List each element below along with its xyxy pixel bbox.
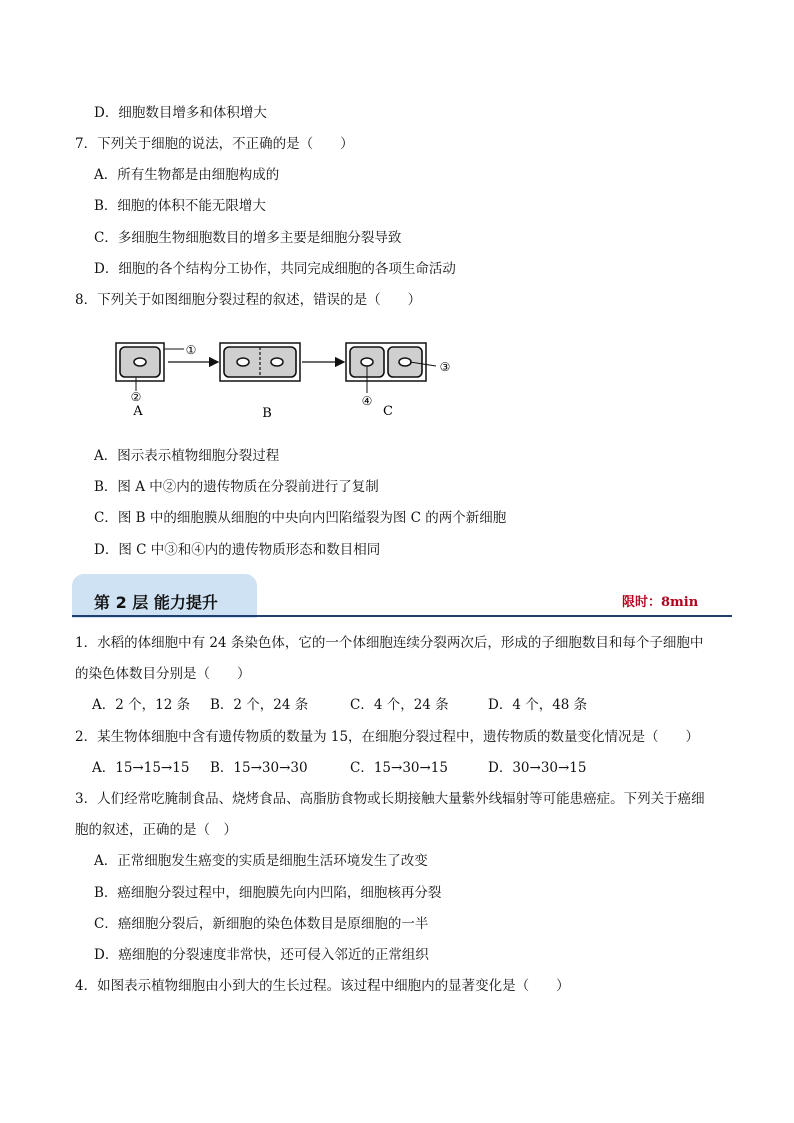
figure-label-c: C: [383, 404, 393, 419]
section-title: 第 2 层 能力提升: [94, 593, 218, 612]
marker-4: ④: [361, 394, 373, 408]
marker-3: ③: [439, 360, 451, 374]
q7-option-a: A．所有生物都是由细胞构成的: [94, 167, 280, 183]
q8-option-c: C．图 B 中的细胞膜从细胞的中央向内凹陷缢裂为图 C 的两个新细胞: [94, 510, 507, 526]
s2q3-option-a: A．正常细胞发生癌变的实质是细胞生活环境发生了改变: [94, 853, 428, 869]
s2q1-option-d: D．4 个，48 条: [488, 697, 588, 713]
s2q4-stem: 4．如图表示植物细胞由小到大的生长过程。该过程中细胞内的显著变化是（ ）: [75, 978, 570, 994]
s2q2-option-d: D．30→30→15: [488, 760, 587, 776]
s2q1-stem-line1: 1．水稻的体细胞中有 24 条染色体，它的一个体细胞连续分裂两次后，形成的子细胞数目和每个子细胞中: [75, 635, 704, 651]
s2q3-option-b: B．癌细胞分裂过程中，细胞膜先向内凹陷，细胞核再分裂: [94, 885, 442, 901]
cell-b: [220, 343, 300, 381]
marker-1: ①: [185, 343, 197, 357]
s2q2-option-a: A．15→15→15: [92, 760, 190, 776]
s2q3-stem-line2: 胞的叙述，正确的是（ ）: [75, 822, 237, 838]
q7-option-b: B．细胞的体积不能无限增大: [94, 198, 266, 214]
q8-option-a: A．图示表示植物细胞分裂过程: [94, 448, 280, 464]
s2q1-option-c: C．4 个，24 条: [350, 697, 449, 713]
marker-2: ②: [130, 390, 142, 404]
q8-option-b: B．图 A 中②内的遗传物质在分裂前进行了复制: [94, 479, 379, 495]
s2q1-stem-line2: 的染色体数目分别是（ ）: [75, 666, 251, 682]
q7-option-c: C．多细胞生物细胞数目的增多主要是细胞分裂导致: [94, 230, 402, 246]
q8-stem: 8．下列关于如图细胞分裂过程的叙述，错误的是（ ）: [75, 292, 422, 308]
figure-label-a: A: [133, 404, 143, 419]
s2q2-option-b: B．15→30→30: [210, 760, 308, 776]
s2q1-option-a: A．2 个，12 条: [92, 697, 191, 713]
s2q3-option-d: D．癌细胞的分裂速度非常快，还可侵入邻近的正常组织: [94, 947, 429, 963]
q7-stem: 7．下列关于细胞的说法，不正确的是（ ）: [75, 136, 354, 152]
s2q1-options: [92, 696, 587, 714]
s2q3-option-c: C．癌细胞分裂后，新细胞的染色体数目是原细胞的一半: [94, 916, 429, 932]
q7-option-d: D．细胞的各个结构分工协作，共同完成细胞的各项生命活动: [94, 261, 456, 277]
s2q2-option-c: C．15→30→15: [350, 760, 448, 776]
section-divider: [72, 615, 732, 617]
cell-c: [346, 343, 436, 393]
section-timer: 限时：8min: [622, 595, 699, 610]
s2q1-option-b: B．2 个，24 条: [210, 697, 309, 713]
prev-option-d: D．细胞数目增多和体积增大: [94, 105, 267, 121]
cell-division-figure: [110, 335, 470, 425]
cell-a: [116, 343, 184, 391]
figure-label-b: B: [262, 406, 272, 421]
s2q3-stem-line1: 3．人们经常吃腌制食品、烧烤食品、高脂肪食物或长期接触大量紫外线辐射等可能患癌症。下列关于癌细: [75, 791, 705, 807]
q8-option-d: D．图 C 中③和④内的遗传物质形态和数目相同: [94, 542, 381, 558]
s2q2-options: [92, 759, 586, 777]
s2q2-stem: 2．某生物体细胞中含有遗传物质的数量为 15，在细胞分裂过程中，遗传物质的数量变化情况是（ ）: [75, 729, 700, 745]
